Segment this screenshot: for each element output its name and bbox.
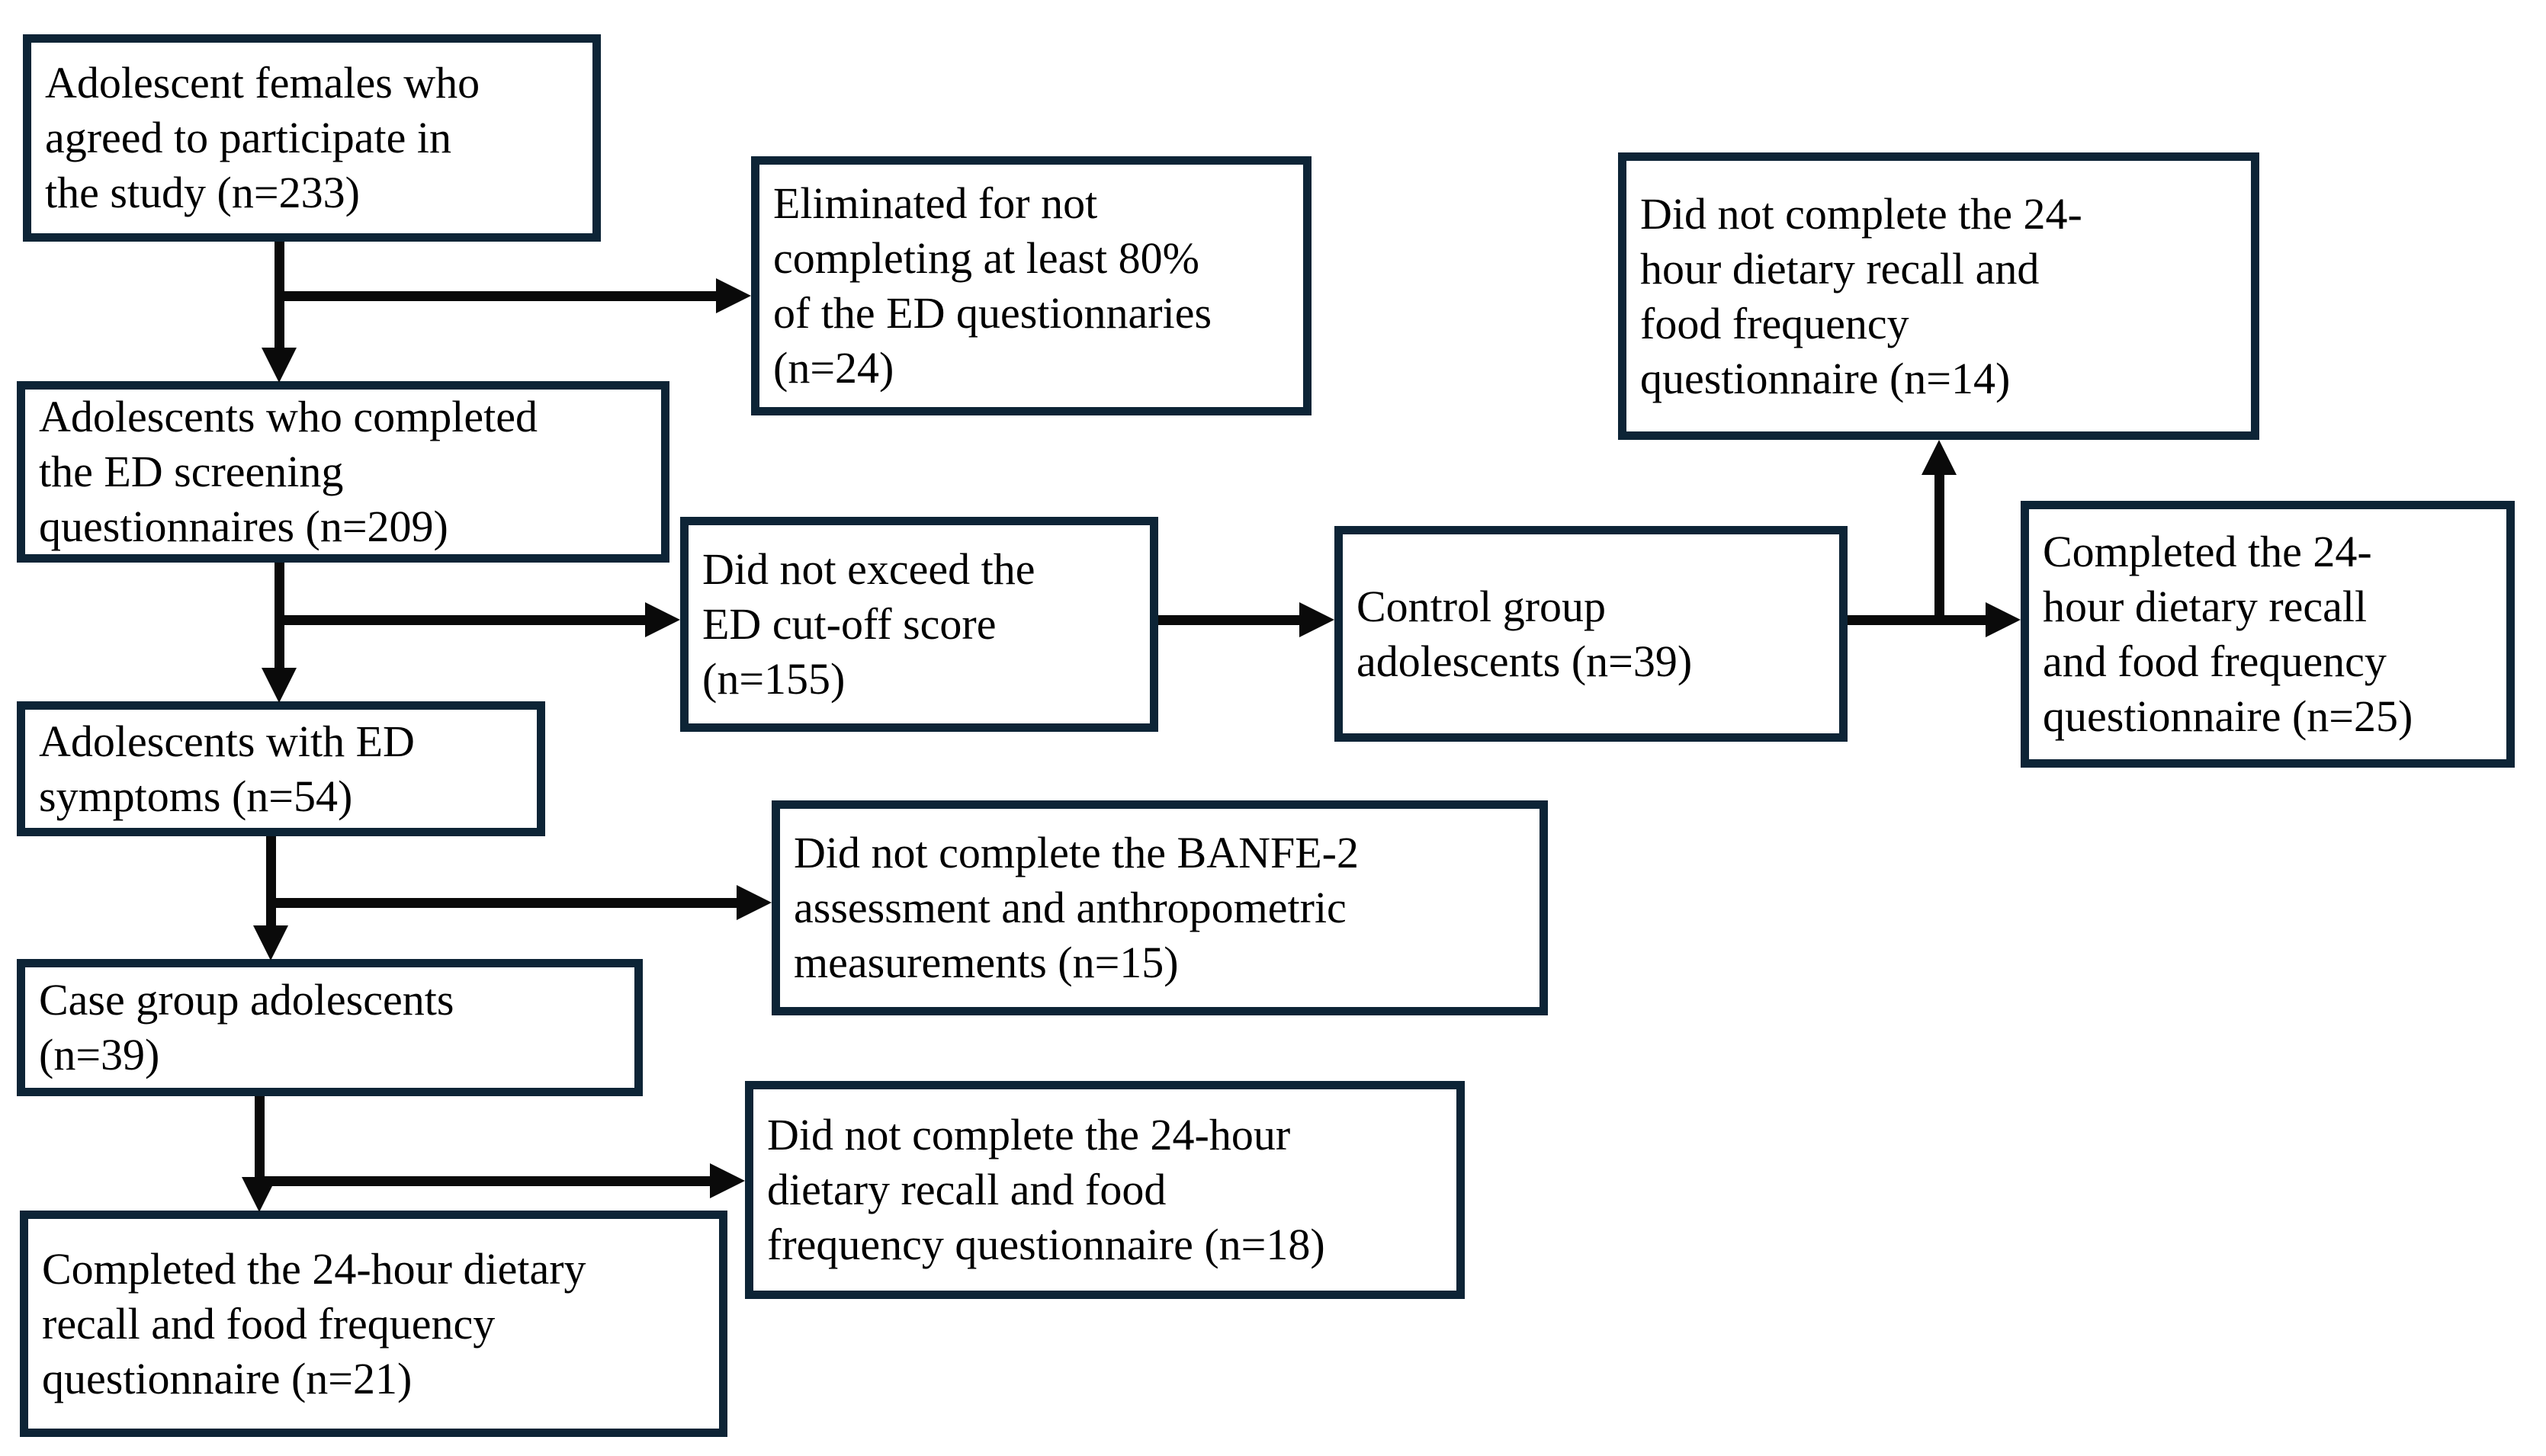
- box-control-c-line2: hour dietary recall: [2043, 582, 2368, 631]
- box-enrolled-line2: agreed to participate in: [45, 113, 452, 162]
- box-case-not-completed-ffq: [745, 1081, 1465, 1299]
- box-completed-screening: [17, 381, 669, 563]
- arrow-screening-cutoff-line: [275, 615, 646, 625]
- box-control-c-line4: questionnaire (n=25): [2043, 691, 2413, 741]
- arrow-enrolled-eliminated-line: [275, 291, 717, 301]
- box-control-line2: adolescents (n=39): [1356, 636, 1693, 686]
- box-cutoff-line1: Did not exceed the: [702, 544, 1035, 594]
- box-control-c-line3: and food frequency: [2043, 637, 2387, 686]
- box-case-line1: Case group adolescents: [39, 975, 454, 1025]
- box-banfe-line2: assessment and anthropometric: [794, 883, 1347, 932]
- box-control-nc-line3: food frequency: [1640, 298, 1909, 348]
- box-not-completed-banfe: [772, 800, 1548, 1015]
- box-control-nc-line1: Did not complete the 24-: [1640, 188, 2082, 239]
- arrow-control-notcompleted-head: [1922, 440, 1957, 475]
- box-case-nc-line3: frequency questionnaire (n=18): [767, 1220, 1325, 1269]
- box-case-c-line2: recall and food frequency: [42, 1298, 496, 1349]
- box-cutoff-line2: ED cut-off score: [702, 599, 997, 649]
- box-enrolled-line3: the study (n=233): [45, 168, 360, 217]
- box-case-line2: (n=39): [39, 1030, 160, 1079]
- arrow-control-notcompleted-line: [1934, 473, 1944, 625]
- arrow-symptoms-case-head: [253, 925, 288, 961]
- arrow-symptoms-banfe-head: [737, 885, 772, 920]
- arrow-cutoff-control-head: [1299, 602, 1334, 637]
- box-enrolled-line1: Adolescent females who: [45, 58, 480, 107]
- box-screening-line3: questionnaires (n=209): [39, 502, 448, 551]
- arrow-enrolled-eliminated-head: [716, 278, 751, 313]
- box-case-completed-ffq: [20, 1211, 727, 1437]
- box-control-group: [1334, 526, 1848, 742]
- box-case-nc-line1: Did not complete the 24-hour: [767, 1110, 1291, 1159]
- arrow-cutoff-control-line: [1158, 615, 1300, 625]
- box-symptoms-line2: symptoms (n=54): [39, 771, 353, 821]
- box-screening-line2: the ED screening: [39, 447, 344, 496]
- box-case-c-line1: Completed the 24-hour dietary: [42, 1243, 586, 1294]
- arrow-screening-cutoff-head: [645, 602, 680, 637]
- box-eliminated-line2: completing at least 80%: [773, 233, 1199, 283]
- box-control-completed-ffq: [2021, 501, 2515, 768]
- box-control-not-completed-ffq: [1618, 152, 2259, 440]
- arrow-enrolled-screening-head: [262, 348, 297, 383]
- box-ed-symptoms: [17, 701, 545, 836]
- box-eliminated-80pct: [751, 156, 1312, 415]
- arrow-case-completed-line: [255, 1096, 265, 1179]
- box-case-group: [17, 959, 643, 1096]
- arrow-control-completed-line: [1848, 615, 1986, 625]
- box-banfe-line1: Did not complete the BANFE-2: [794, 828, 1360, 877]
- arrow-case-notcompleted-head: [710, 1163, 745, 1198]
- box-symptoms-line1: Adolescents with ED: [39, 716, 415, 766]
- box-eliminated-line4: (n=24): [773, 343, 894, 393]
- arrow-symptoms-case-line: [266, 836, 276, 927]
- box-control-nc-line2: hour dietary recall and: [1640, 243, 2040, 293]
- box-control-c-line1: Completed the 24-: [2043, 527, 2372, 576]
- box-not-exceed-cutoff: [680, 517, 1158, 732]
- box-enrolled: [23, 34, 601, 242]
- box-case-c-line3: questionnaire (n=21): [42, 1353, 413, 1403]
- box-banfe-line3: measurements (n=15): [794, 938, 1179, 987]
- box-control-nc-line4: questionnaire (n=14): [1640, 353, 2011, 403]
- box-case-nc-line2: dietary recall and food: [767, 1165, 1167, 1214]
- box-screening-line1: Adolescents who completed: [39, 392, 538, 441]
- arrow-case-notcompleted-line: [255, 1176, 711, 1186]
- box-cutoff-line3: (n=155): [702, 654, 846, 704]
- arrow-symptoms-banfe-line: [266, 898, 739, 908]
- box-eliminated-line1: Eliminated for not: [773, 178, 1098, 228]
- arrow-control-completed-head: [1986, 602, 2021, 637]
- box-eliminated-line3: of the ED questionnaries: [773, 288, 1212, 338]
- box-control-line1: Control group: [1356, 581, 1607, 631]
- arrow-screening-symptoms-head: [262, 668, 297, 703]
